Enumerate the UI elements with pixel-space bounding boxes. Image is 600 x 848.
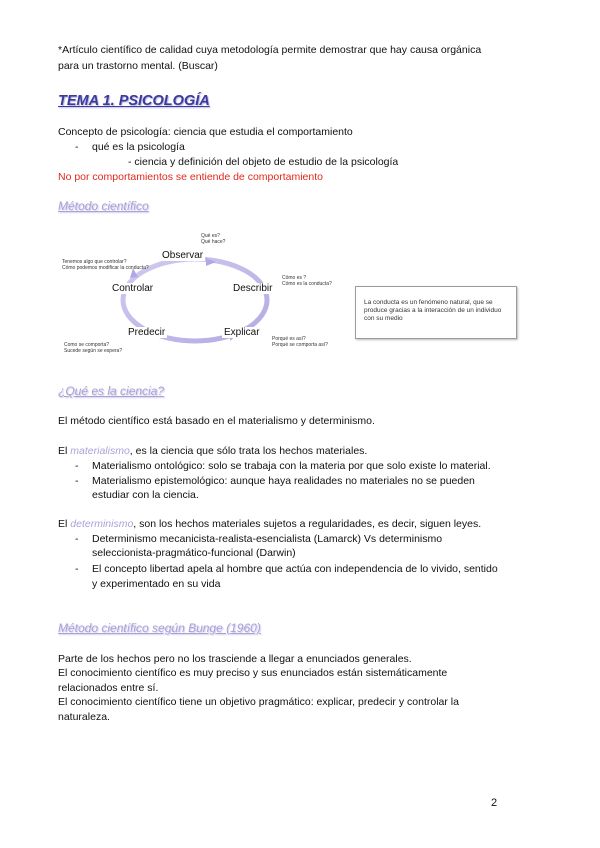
list-bullet: - [75, 563, 79, 575]
list-bullet: - [75, 460, 79, 472]
q-observar-2: Qué hace? [201, 239, 226, 245]
list-item: qué es la psicología [92, 141, 185, 153]
materialismo-term: materialismo [70, 445, 130, 457]
subheading-metodo: Método científico [58, 199, 149, 213]
conducta-box: La conducta es un fenómeno natural, que se produce gracias a la interacción de un individuo con su medio [355, 286, 517, 339]
red-note: No por comportamientos se entiende de comportamiento [58, 171, 323, 183]
list-subitem: - ciencia y definición del objeto de estudio de la psicología [128, 156, 399, 168]
page-number: 2 [491, 797, 498, 809]
materialismo-item-2: Materialismo epistemológico: aunque haya realidades no materiales no se pueden [92, 475, 475, 487]
intro-line-2: para un trastorno mental. (Buscar) [58, 60, 218, 72]
bunge-line-4: El conocimiento científico tiene un objetivo pragmático: explicar, predecir y controlar la [58, 696, 459, 708]
determinismo-item-1: Determinismo mecanicista-realista-esencialista (Lamarck) Vs determinismo [92, 533, 443, 545]
stage-describir: Describir [233, 283, 273, 294]
list-bullet: - [75, 475, 79, 487]
q-explicar-1: Porqué es así? [272, 336, 306, 342]
stage-predecir: Predecir [128, 327, 166, 338]
q-controlar-1: Tenemos algo que controlar? [62, 259, 127, 265]
det-pre: El [58, 518, 71, 530]
determinismo-item-2: El concepto libertad apela al hombre que actúa con independencia de lo vivido, sentido [92, 563, 498, 575]
stage-explicar: Explicar [224, 327, 260, 338]
concepto-line: Concepto de psicología: ciencia que estudia el comportamiento [58, 126, 353, 138]
determinismo-item-1b: seleccionista-pragmático-funcional (Darwin) [92, 547, 296, 559]
stage-observar: Observar [162, 250, 204, 261]
subheading-ciencia: ¿Qué es la ciencia? [58, 384, 165, 398]
subheading-bunge: Método científico según Bunge (1960) [58, 621, 261, 635]
materialismo-item-2b: estudiar con la ciencia. [92, 489, 199, 501]
det-post: , son los hechos materiales sujetos a regularidades, es decir, siguen leyes. [133, 518, 482, 530]
q-predecir-2: Sucede según se espera? [64, 348, 123, 354]
materialismo-item-1: Materialismo ontológico: solo se trabaja con la materia por que solo existe lo material. [92, 460, 491, 472]
list-bullet: - [75, 533, 79, 545]
determinismo-term: determinismo [70, 518, 134, 530]
q-describir-2: Cómo es la conducta? [282, 281, 332, 287]
mat-pre: El [58, 445, 71, 457]
section-title: TEMA 1. PSICOLOGÍA [58, 93, 210, 109]
stage-controlar: Controlar [112, 283, 154, 294]
bunge-line-2: El conocimiento científico es muy preciso y sus enunciados están sistemáticamente [58, 667, 448, 679]
bunge-line-1: Parte de los hechos pero no los trasciende a llegar a enunciados generales. [58, 653, 412, 665]
mat-post: , es la ciencia que sólo trata los hechos materiales. [129, 445, 368, 457]
q-describir-1: Cómo es ? [282, 275, 307, 281]
bunge-line-3: relacionados entre sí. [58, 682, 159, 694]
q-predecir-1: Como se comporta? [64, 342, 110, 348]
q-controlar-2: Cómo podemos modificar la conducta? [62, 265, 149, 271]
determinismo-item-2b: y experimentado en su vida [92, 578, 221, 590]
determinismo-paragraph [58, 516, 481, 532]
q-observar-1: Qué es? [201, 233, 220, 239]
ciencia-line: El método científico está basado en el materialismo y determinismo. [58, 415, 375, 427]
bunge-line-5: naturaleza. [58, 711, 110, 723]
intro-line-1: *Artículo científico de calidad cuya metodología permite demostrar que hay causa orgánica [58, 44, 482, 56]
q-explicar-2: Porqué se comporta así? [272, 342, 328, 348]
materialismo-paragraph [58, 443, 367, 459]
list-bullet: - [75, 141, 79, 153]
